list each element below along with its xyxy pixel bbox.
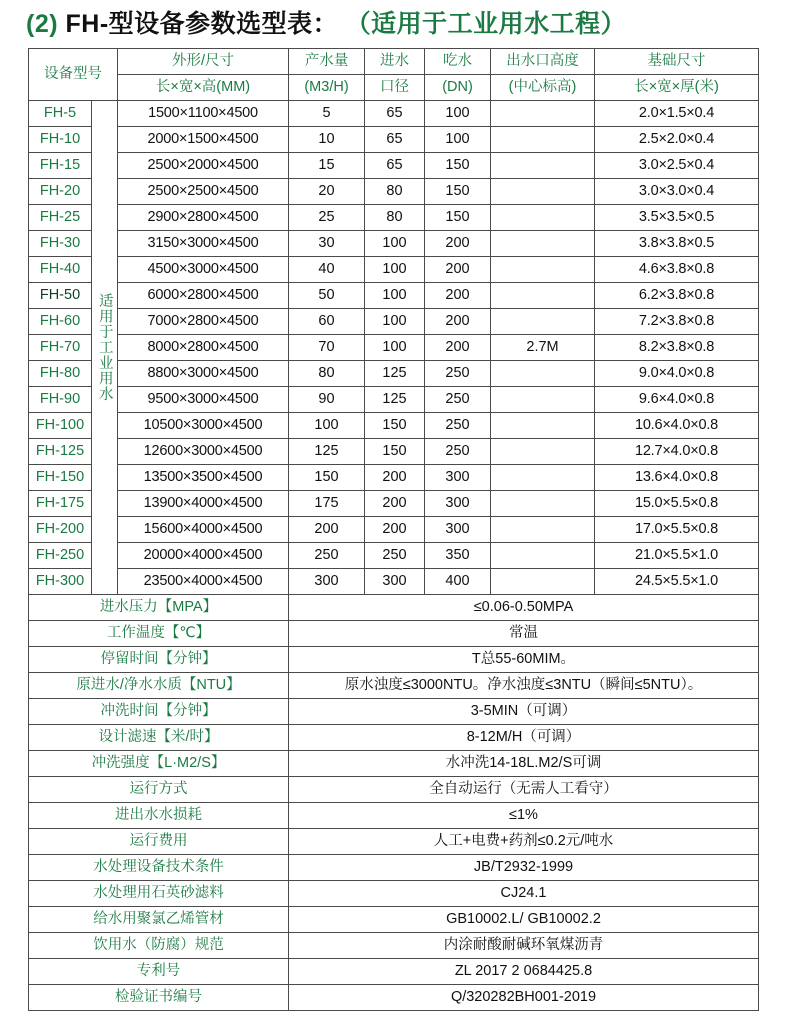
cell-outlet-height bbox=[491, 231, 595, 257]
cell-size: 15600×4000×4500 bbox=[118, 517, 289, 543]
cell-base-size: 24.5×5.5×1.0 bbox=[595, 569, 759, 595]
param-value: ≤0.06-0.50MPA bbox=[289, 595, 759, 621]
param-label: 饮用水（防腐）规范 bbox=[29, 933, 289, 959]
cell-model: FH-200 bbox=[29, 517, 92, 543]
table-row[interactable] bbox=[29, 517, 759, 543]
param-value: 水冲洗14-18L.M2/S可调 bbox=[289, 751, 759, 777]
cell-size: 12600×3000×4500 bbox=[118, 439, 289, 465]
param-value: T总55-60MIM。 bbox=[289, 647, 759, 673]
cell-model: FH-175 bbox=[29, 491, 92, 517]
cell-output: 250 bbox=[289, 543, 365, 569]
cell-size: 20000×4000×4500 bbox=[118, 543, 289, 569]
cell-model: FH-70 bbox=[29, 335, 92, 361]
application-vertical-text: 适用于工业用水 bbox=[96, 293, 113, 402]
cell-draft: 150 bbox=[425, 153, 491, 179]
cell-model: FH-15 bbox=[29, 153, 92, 179]
cell-base-size: 6.2×3.8×0.8 bbox=[595, 283, 759, 309]
cell-inlet: 80 bbox=[365, 179, 425, 205]
param-label: 进水压力【MPA】 bbox=[29, 595, 289, 621]
cell-size: 13900×4000×4500 bbox=[118, 491, 289, 517]
cell-size: 8000×2800×4500 bbox=[118, 335, 289, 361]
param-row bbox=[29, 725, 759, 751]
table-row[interactable] bbox=[29, 205, 759, 231]
cell-inlet: 65 bbox=[365, 153, 425, 179]
cell-model: FH-150 bbox=[29, 465, 92, 491]
cell-inlet: 150 bbox=[365, 413, 425, 439]
cell-output: 150 bbox=[289, 465, 365, 491]
cell-base-size: 17.0×5.5×0.8 bbox=[595, 517, 759, 543]
table-row[interactable] bbox=[29, 439, 759, 465]
cell-base-size: 9.6×4.0×0.8 bbox=[595, 387, 759, 413]
cell-outlet-height bbox=[491, 387, 595, 413]
cell-base-size: 2.5×2.0×0.4 bbox=[595, 127, 759, 153]
cell-base-size: 8.2×3.8×0.8 bbox=[595, 335, 759, 361]
cell-base-size: 13.6×4.0×0.8 bbox=[595, 465, 759, 491]
param-label: 设计滤速【米/时】 bbox=[29, 725, 289, 751]
param-value: ZL 2017 2 0684425.8 bbox=[289, 959, 759, 985]
cell-model: FH-80 bbox=[29, 361, 92, 387]
param-row bbox=[29, 699, 759, 725]
cell-model: FH-30 bbox=[29, 231, 92, 257]
cell-size: 7000×2800×4500 bbox=[118, 309, 289, 335]
cell-size: 2900×2800×4500 bbox=[118, 205, 289, 231]
param-row bbox=[29, 881, 759, 907]
cell-inlet: 250 bbox=[365, 543, 425, 569]
equipment-spec-table bbox=[28, 48, 759, 1011]
cell-base-size: 10.6×4.0×0.8 bbox=[595, 413, 759, 439]
param-label: 检验证书编号 bbox=[29, 985, 289, 1011]
cell-size: 8800×3000×4500 bbox=[118, 361, 289, 387]
header-size-top: 外形/尺寸 bbox=[118, 49, 289, 75]
param-row bbox=[29, 673, 759, 699]
cell-model: FH-40 bbox=[29, 257, 92, 283]
model-rows-body bbox=[29, 101, 759, 595]
cell-output: 20 bbox=[289, 179, 365, 205]
cell-draft: 200 bbox=[425, 231, 491, 257]
cell-draft: 150 bbox=[425, 205, 491, 231]
cell-output: 125 bbox=[289, 439, 365, 465]
cell-model: FH-90 bbox=[29, 387, 92, 413]
header-inlet-top: 进水 bbox=[365, 49, 425, 75]
cell-size: 9500×3000×4500 bbox=[118, 387, 289, 413]
table-row[interactable] bbox=[29, 335, 759, 361]
param-label: 工作温度【℃】 bbox=[29, 621, 289, 647]
header-base-unit: 长×宽×厚(米) bbox=[595, 75, 759, 101]
cell-model: FH-5 bbox=[29, 101, 92, 127]
cell-model: FH-25 bbox=[29, 205, 92, 231]
cell-base-size: 21.0×5.5×1.0 bbox=[595, 543, 759, 569]
cell-inlet: 100 bbox=[365, 283, 425, 309]
table-row[interactable] bbox=[29, 387, 759, 413]
cell-draft: 200 bbox=[425, 257, 491, 283]
cell-output: 5 bbox=[289, 101, 365, 127]
cell-outlet-height bbox=[491, 543, 595, 569]
param-label: 专利号 bbox=[29, 959, 289, 985]
cell-outlet-height bbox=[491, 569, 595, 595]
cell-output: 100 bbox=[289, 413, 365, 439]
param-label: 冲洗强度【L·M2/S】 bbox=[29, 751, 289, 777]
cell-inlet: 100 bbox=[365, 335, 425, 361]
param-label: 进出水水损耗 bbox=[29, 803, 289, 829]
cell-model: FH-125 bbox=[29, 439, 92, 465]
cell-outlet-height bbox=[491, 491, 595, 517]
cell-draft: 200 bbox=[425, 283, 491, 309]
cell-inlet: 80 bbox=[365, 205, 425, 231]
cell-output: 30 bbox=[289, 231, 365, 257]
cell-output: 175 bbox=[289, 491, 365, 517]
cell-base-size: 12.7×4.0×0.8 bbox=[595, 439, 759, 465]
cell-inlet: 100 bbox=[365, 257, 425, 283]
cell-outlet-height bbox=[491, 205, 595, 231]
param-value: 3-5MIN（可调） bbox=[289, 699, 759, 725]
param-value: JB/T2932-1999 bbox=[289, 855, 759, 881]
cell-inlet: 65 bbox=[365, 127, 425, 153]
param-value: 常温 bbox=[289, 621, 759, 647]
cell-base-size: 3.5×3.5×0.5 bbox=[595, 205, 759, 231]
cell-draft: 100 bbox=[425, 101, 491, 127]
cell-inlet: 300 bbox=[365, 569, 425, 595]
cell-size: 3150×3000×4500 bbox=[118, 231, 289, 257]
param-row bbox=[29, 595, 759, 621]
param-rows-body bbox=[29, 595, 759, 1011]
title-scope: （适用于工业用水工程） bbox=[345, 10, 627, 38]
param-value: 全自动运行（无需人工看守） bbox=[289, 777, 759, 803]
cell-draft: 300 bbox=[425, 465, 491, 491]
cell-model: FH-20 bbox=[29, 179, 92, 205]
header-model: 设备型号 bbox=[29, 49, 118, 101]
cell-draft: 350 bbox=[425, 543, 491, 569]
table-row[interactable] bbox=[29, 257, 759, 283]
cell-draft: 200 bbox=[425, 309, 491, 335]
cell-output: 50 bbox=[289, 283, 365, 309]
table-row[interactable] bbox=[29, 153, 759, 179]
cell-output: 90 bbox=[289, 387, 365, 413]
param-row bbox=[29, 985, 759, 1011]
cell-model: FH-250 bbox=[29, 543, 92, 569]
header-output-top: 产水量 bbox=[289, 49, 365, 75]
table-row[interactable] bbox=[29, 543, 759, 569]
cell-outlet-height bbox=[491, 179, 595, 205]
param-value: 内涂耐酸耐碱环氧煤沥青 bbox=[289, 933, 759, 959]
param-label: 运行方式 bbox=[29, 777, 289, 803]
cell-model: FH-10 bbox=[29, 127, 92, 153]
header-size-unit: 长×宽×高(MM) bbox=[118, 75, 289, 101]
cell-outlet-height: 2.7M bbox=[491, 335, 595, 361]
param-value: GB10002.L/ GB10002.2 bbox=[289, 907, 759, 933]
cell-base-size: 7.2×3.8×0.8 bbox=[595, 309, 759, 335]
cell-outlet-height bbox=[491, 257, 595, 283]
param-row bbox=[29, 855, 759, 881]
table-row[interactable] bbox=[29, 127, 759, 153]
param-value: 人工+电费+药剂≤0.2元/吨水 bbox=[289, 829, 759, 855]
cell-output: 300 bbox=[289, 569, 365, 595]
cell-model: FH-100 bbox=[29, 413, 92, 439]
table-row[interactable] bbox=[29, 491, 759, 517]
param-label: 给水用聚氯乙烯管材 bbox=[29, 907, 289, 933]
cell-output: 40 bbox=[289, 257, 365, 283]
cell-model: FH-300 bbox=[29, 569, 92, 595]
header-row-top bbox=[29, 49, 759, 75]
param-row bbox=[29, 621, 759, 647]
table-row[interactable] bbox=[29, 179, 759, 205]
param-label: 原进水/净水水质【NTU】 bbox=[29, 673, 289, 699]
cell-output: 80 bbox=[289, 361, 365, 387]
header-outlet-top: 出水口高度 bbox=[491, 49, 595, 75]
param-row bbox=[29, 829, 759, 855]
cell-inlet: 200 bbox=[365, 517, 425, 543]
cell-outlet-height bbox=[491, 127, 595, 153]
cell-output: 70 bbox=[289, 335, 365, 361]
table-row[interactable] bbox=[29, 413, 759, 439]
cell-inlet: 125 bbox=[365, 387, 425, 413]
cell-draft: 400 bbox=[425, 569, 491, 595]
cell-inlet: 125 bbox=[365, 361, 425, 387]
cell-output: 60 bbox=[289, 309, 365, 335]
cell-size: 10500×3000×4500 bbox=[118, 413, 289, 439]
cell-size: 13500×3500×4500 bbox=[118, 465, 289, 491]
param-label: 水处理设备技术条件 bbox=[29, 855, 289, 881]
cell-inlet: 65 bbox=[365, 101, 425, 127]
cell-draft: 250 bbox=[425, 361, 491, 387]
cell-size: 4500×3000×4500 bbox=[118, 257, 289, 283]
header-output-unit: (M3/H) bbox=[289, 75, 365, 101]
cell-draft: 250 bbox=[425, 387, 491, 413]
param-row bbox=[29, 959, 759, 985]
cell-inlet: 200 bbox=[365, 491, 425, 517]
cell-output: 10 bbox=[289, 127, 365, 153]
cell-size: 1500×1100×4500 bbox=[118, 101, 289, 127]
table-header bbox=[29, 49, 759, 101]
cell-inlet: 100 bbox=[365, 231, 425, 257]
cell-outlet-height bbox=[491, 309, 595, 335]
param-label: 停留时间【分钟】 bbox=[29, 647, 289, 673]
param-label: 水处理用石英砂滤料 bbox=[29, 881, 289, 907]
cell-draft: 200 bbox=[425, 335, 491, 361]
cell-outlet-height bbox=[491, 283, 595, 309]
param-value: Q/320282BH001-2019 bbox=[289, 985, 759, 1011]
cell-draft: 250 bbox=[425, 413, 491, 439]
cell-base-size: 3.0×3.0×0.4 bbox=[595, 179, 759, 205]
cell-outlet-height bbox=[491, 361, 595, 387]
title-number: (2) bbox=[26, 10, 59, 38]
param-value: 原水浊度≤3000NTU。净水浊度≤3NTU（瞬间≤5NTU）。 bbox=[289, 673, 759, 699]
cell-model: FH-60 bbox=[29, 309, 92, 335]
cell-model: FH-50 bbox=[29, 283, 92, 309]
param-row bbox=[29, 647, 759, 673]
cell-output: 200 bbox=[289, 517, 365, 543]
cell-base-size: 15.0×5.5×0.8 bbox=[595, 491, 759, 517]
cell-base-size: 9.0×4.0×0.8 bbox=[595, 361, 759, 387]
table-row[interactable] bbox=[29, 465, 759, 491]
param-row bbox=[29, 777, 759, 803]
cell-outlet-height bbox=[491, 413, 595, 439]
param-label: 运行费用 bbox=[29, 829, 289, 855]
cell-outlet-height bbox=[491, 465, 595, 491]
cell-inlet: 200 bbox=[365, 465, 425, 491]
cell-draft: 300 bbox=[425, 491, 491, 517]
cell-size: 2500×2500×4500 bbox=[118, 179, 289, 205]
table-row[interactable] bbox=[29, 231, 759, 257]
cell-size: 23500×4000×4500 bbox=[118, 569, 289, 595]
cell-outlet-height bbox=[491, 517, 595, 543]
cell-outlet-height bbox=[491, 101, 595, 127]
cell-size: 6000×2800×4500 bbox=[118, 283, 289, 309]
header-draft-top: 吃水 bbox=[425, 49, 491, 75]
table-row[interactable] bbox=[29, 101, 759, 127]
cell-draft: 300 bbox=[425, 517, 491, 543]
page-title bbox=[26, 4, 626, 40]
param-label: 冲洗时间【分钟】 bbox=[29, 699, 289, 725]
param-value: 8-12M/H（可调） bbox=[289, 725, 759, 751]
param-row bbox=[29, 751, 759, 777]
cell-size: 2500×2000×4500 bbox=[118, 153, 289, 179]
cell-outlet-height bbox=[491, 439, 595, 465]
param-value: CJ24.1 bbox=[289, 881, 759, 907]
param-value: ≤1% bbox=[289, 803, 759, 829]
table-row[interactable] bbox=[29, 309, 759, 335]
param-row bbox=[29, 803, 759, 829]
title-main: FH-型设备参数选型表： bbox=[65, 10, 339, 38]
cell-base-size: 2.0×1.5×0.4 bbox=[595, 101, 759, 127]
cell-draft: 250 bbox=[425, 439, 491, 465]
param-row bbox=[29, 907, 759, 933]
header-draft-unit: (DN) bbox=[425, 75, 491, 101]
table-row[interactable] bbox=[29, 569, 759, 595]
cell-draft: 150 bbox=[425, 179, 491, 205]
table-row[interactable] bbox=[29, 361, 759, 387]
cell-base-size: 3.0×2.5×0.4 bbox=[595, 153, 759, 179]
cell-output: 15 bbox=[289, 153, 365, 179]
cell-base-size: 3.8×3.8×0.5 bbox=[595, 231, 759, 257]
cell-inlet: 150 bbox=[365, 439, 425, 465]
header-outlet-unit: (中心标高) bbox=[491, 75, 595, 101]
table-row[interactable] bbox=[29, 283, 759, 309]
header-base-top: 基础尺寸 bbox=[595, 49, 759, 75]
cell-outlet-height bbox=[491, 153, 595, 179]
cell-output: 25 bbox=[289, 205, 365, 231]
header-inlet-unit: 口径 bbox=[365, 75, 425, 101]
param-row bbox=[29, 933, 759, 959]
cell-application-vertical bbox=[92, 101, 118, 595]
header-row-bottom bbox=[29, 75, 759, 101]
cell-base-size: 4.6×3.8×0.8 bbox=[595, 257, 759, 283]
cell-inlet: 100 bbox=[365, 309, 425, 335]
cell-draft: 100 bbox=[425, 127, 491, 153]
cell-size: 2000×1500×4500 bbox=[118, 127, 289, 153]
